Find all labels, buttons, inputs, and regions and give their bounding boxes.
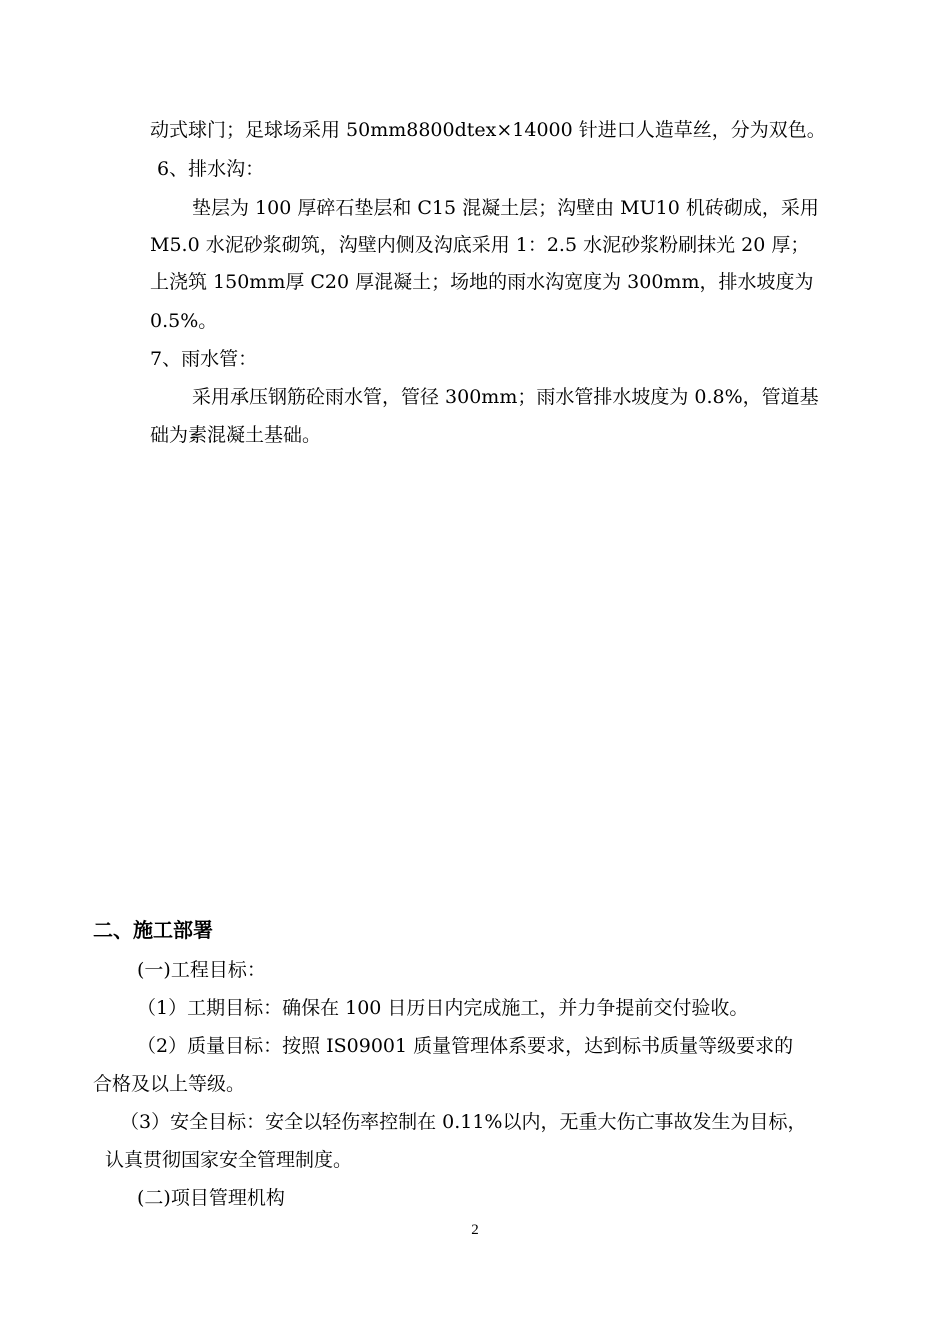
subsection-title: (二)项目管理机构 <box>137 1187 285 1209</box>
section-heading: 二、施工部署 <box>93 918 213 942</box>
item-7-title: 7、雨水管： <box>150 348 258 370</box>
goal-item-continued: 合格及以上等级。 <box>93 1073 246 1095</box>
goal-item-continued: 认真贯彻国家安全管理制度。 <box>105 1149 353 1171</box>
goal-item: （3）安全目标：安全以轻伤率控制在 0.11%以内，无重大伤亡事故发生为目标， <box>120 1111 807 1133</box>
item-6-title: 6、排水沟： <box>157 158 265 180</box>
paragraph-line: 0.5%。 <box>150 310 218 332</box>
goal-item: （2）质量目标：按照 IS09001 质量管理体系要求，达到标书质量等级要求的 <box>137 1035 794 1057</box>
subsection-title: (一)工程目标： <box>137 959 266 981</box>
paragraph-line: 采用承压钢筋砼雨水管，管径 300mm；雨水管排水坡度为 0.8%，管道基 <box>192 386 819 408</box>
paragraph-line: 础为素混凝土基础。 <box>150 424 322 446</box>
paragraph-line: 上浇筑 150mm厚 C20 厚混凝土；场地的雨水沟宽度为 300mm，排水坡度为 <box>150 271 814 293</box>
paragraph-line: M5.0 水泥砂浆砌筑，沟壁内侧及沟底采用 1：2.5 水泥砂浆粉刷抹光 20 厚； <box>150 234 810 256</box>
paragraph-line: 垫层为 100 厚碎石垫层和 C15 混凝土层；沟壁由 MU10 机砖砌成，采用 <box>192 197 819 219</box>
goal-item: （1）工期目标：确保在 100 日历日内完成施工，并力争提前交付验收。 <box>137 997 749 1019</box>
paragraph-line: 动式球门；足球场采用 50mm8800dtex×14000 针进口人造草丝，分为双色。 <box>150 119 826 141</box>
page-number: 2 <box>471 1222 479 1238</box>
